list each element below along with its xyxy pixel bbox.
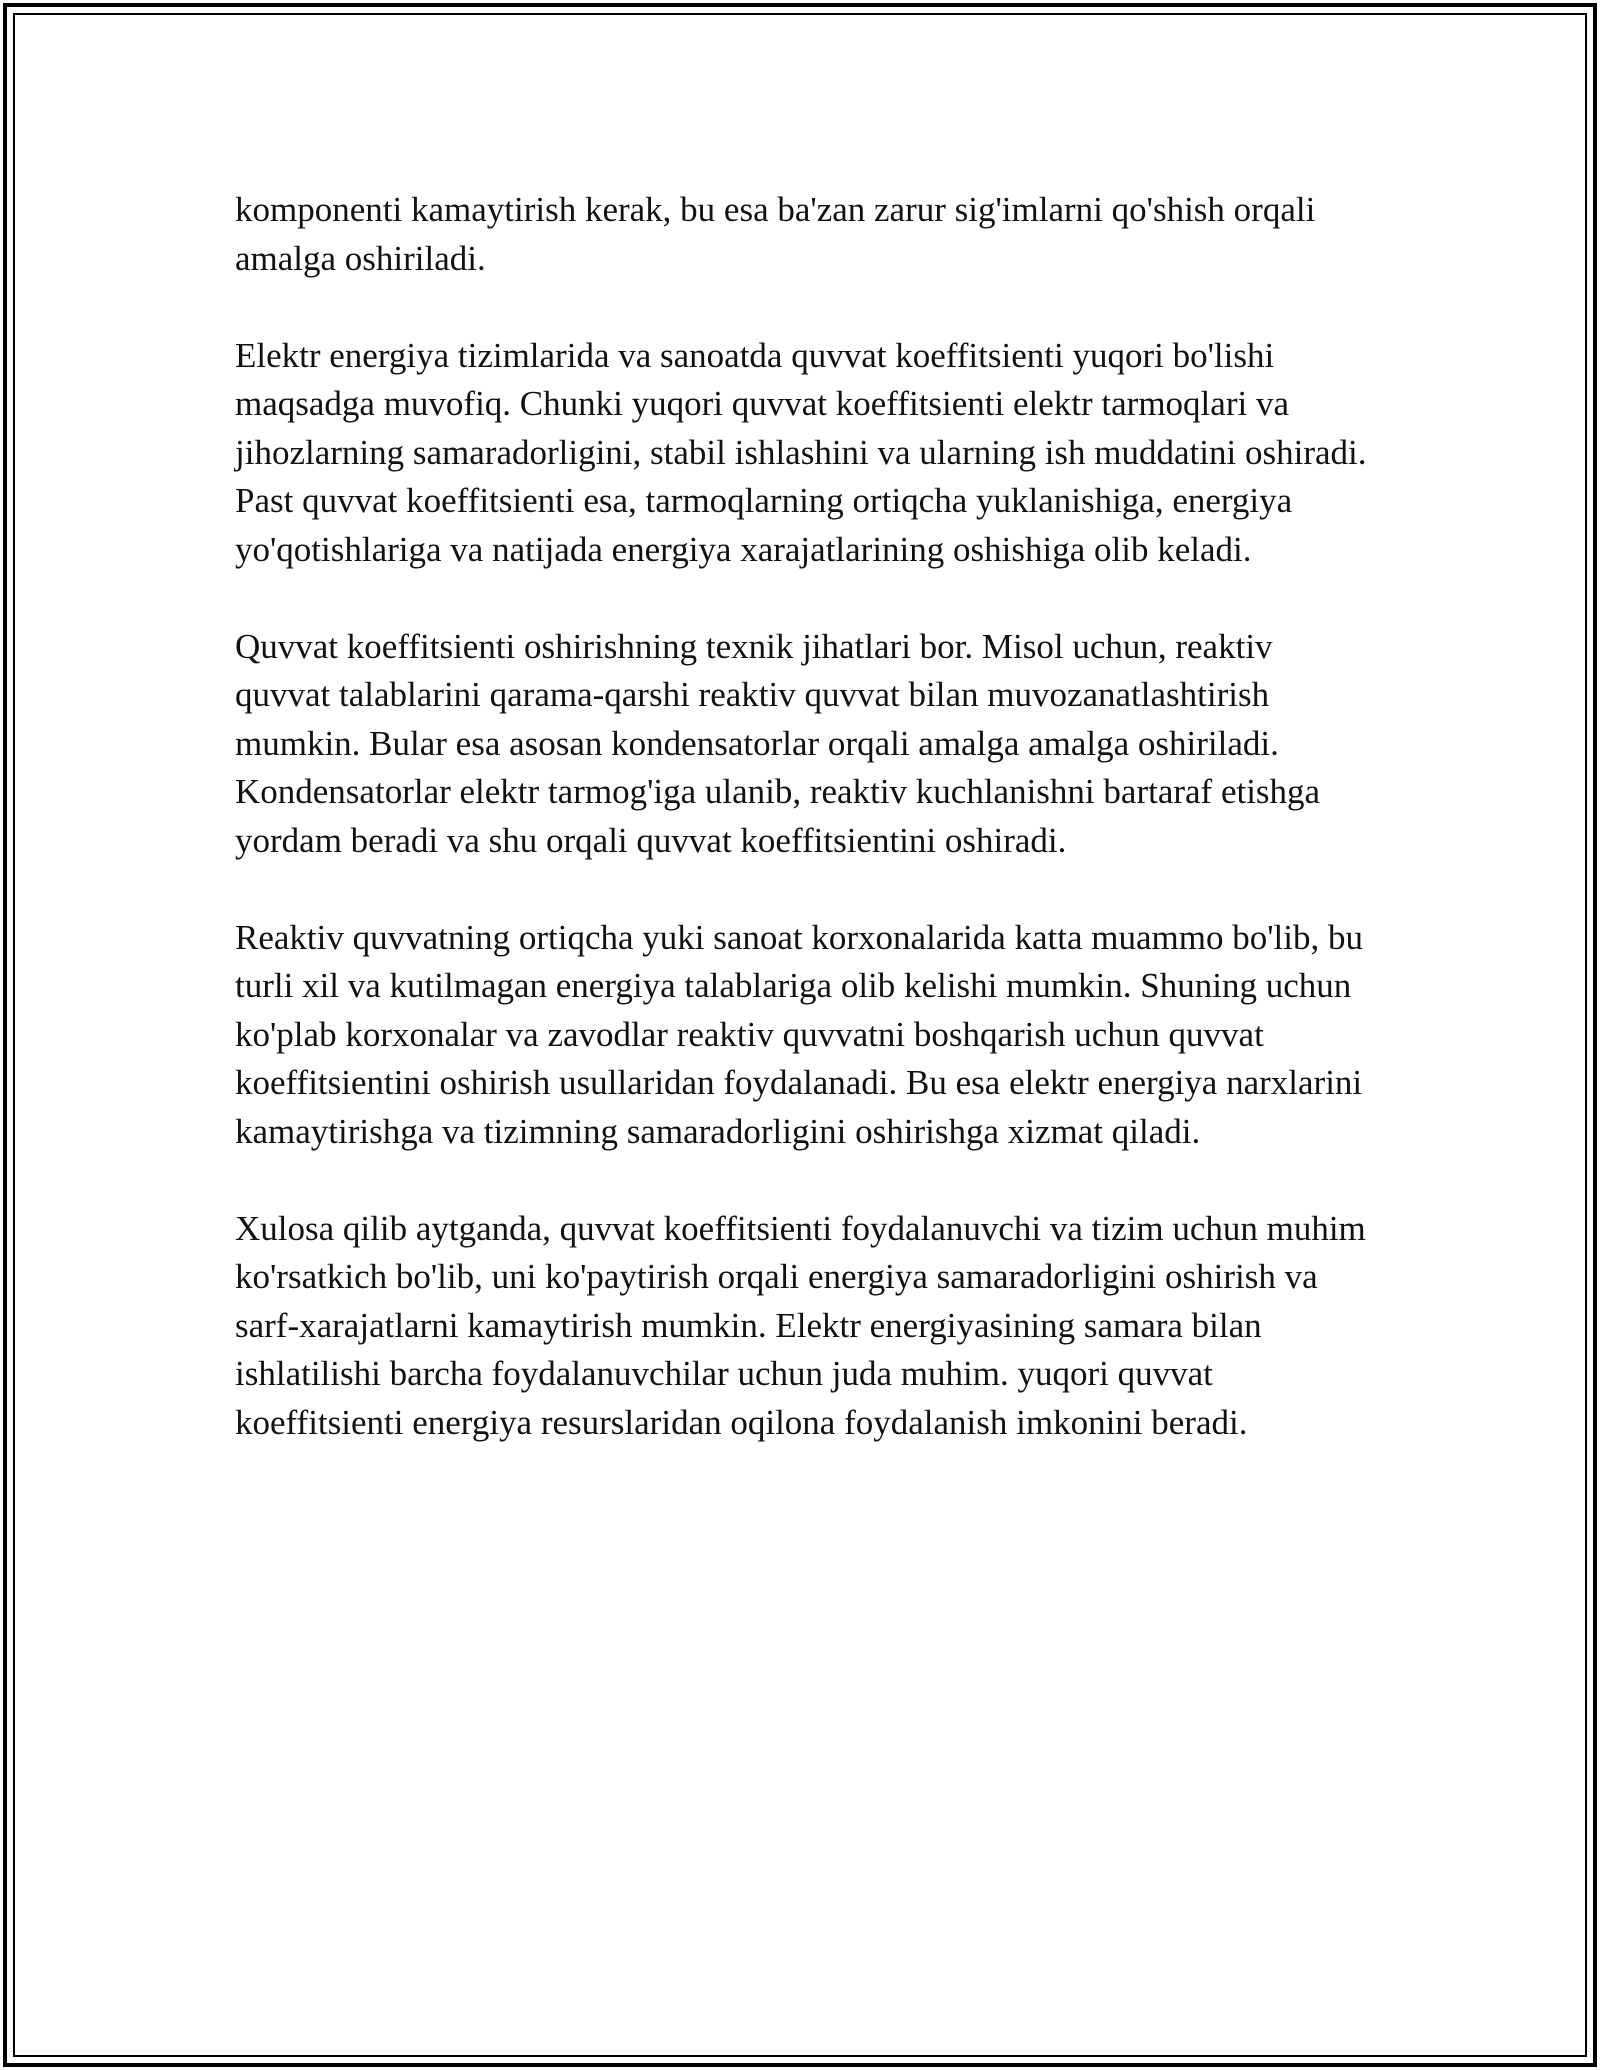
paragraph-3: Quvvat koeffitsienti oshirishning texnik jihatlari bor. Misol uchun, reaktiv quvvat talablarini qarama-qarshi reaktiv quvvat bilan muvozanatlashtirish mumkin. Bular esa asosan kondensatorlar orqali amalga amalga oshiriladi. Kondensatorlar elektr tarmog'iga ulanib, reaktiv kuchlanishni bartaraf etishga yordam beradi va shu orqali quvvat koeffitsientini oshiradi. [235,626,1321,860]
paragraph-5: Xulosa qilib aytganda, quvvat koeffitsienti foydalanuvchi va tizim uchun muhim ko'rsatkich bo'lib, uni ko'paytirish orqali energiya samaradorligini oshirish va sarf-xarajatlarni kamaytirish mumkin. Elektr energiyasining samara bilan ishlatilishi barcha foydalanuvchilar uchun juda muhim. yuqori quvvat koeffitsienti energiya resurslaridan oqilona foydalanish imkonini beradi. [235,1208,1366,1442]
document-body [235,186,1375,1496]
paragraph-1: komponenti kamaytirish kerak, bu esa ba'zan zarur sig'imlarni qo'shish orqali amalga oshiriladi. [235,190,1316,278]
paragraph-2: Elektr energiya tizimlarida va sanoatda quvvat koeffitsienti yuqori bo'lishi maqsadga muvofiq. Chunki yuqori quvvat koeffitsienti elektr tarmoqlari va jihozlarning samaradorligini, stabil ishlashini va ularning ish muddatini oshiradi. Past quvvat koeffitsienti esa, tarmoqlarning ortiqcha yuklanishiga, energiya yo'qotishlariga va natijada energiya xarajatlarining oshishiga olib keladi. [235,335,1367,569]
paragraph-4: Reaktiv quvvatning ortiqcha yuki sanoat korxonalarida katta muammo bo'lib, bu turli xil va kutilmagan energiya talablariga olib kelishi mumkin. Shuning uchun ko'plab korxonalar va zavodlar reaktiv quvvatni boshqarish uchun quvvat koeffitsientini oshirish usullaridan foydalanadi. Bu esa elektr energiya narxlarini kamaytirishga va tizimning samaradorligini oshirishga xizmat qiladi. [235,917,1363,1151]
